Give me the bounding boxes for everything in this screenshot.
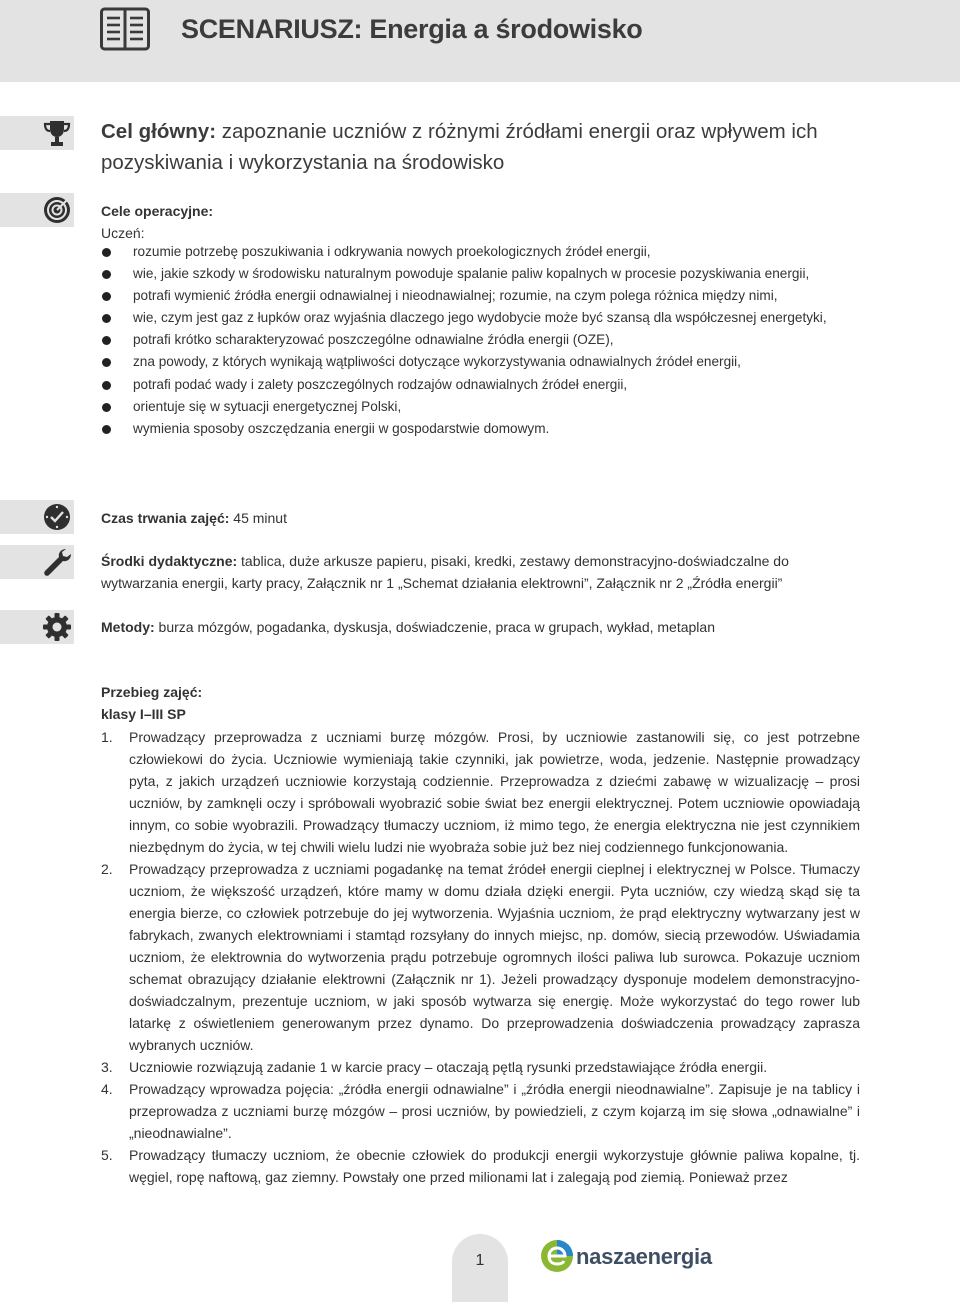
- step-item: [101, 1144, 860, 1188]
- step-text: Uczniowie rozwiązują zadanie 1 w karcie pracy – otaczają pętlą rysunki przedstawiające źródła energii.: [129, 1059, 768, 1075]
- book-icon: [100, 6, 150, 52]
- resources-label: Środki dydaktyczne:: [101, 553, 238, 569]
- page-number-tab: [452, 1234, 508, 1302]
- main-goal: [101, 116, 921, 178]
- duration-label: Czas trwania zajęć:: [101, 510, 230, 526]
- list-item: wie, jakie szkody w środowisku naturalnym powoduje spalanie paliw kopalnych w procesie pozyskiwania energii,: [101, 263, 861, 285]
- step-text: Prowadzący wprowadza pojęcia: „źródła energii odnawialne” i „źródła energii nieodnawialne”. Zapisuje je na tablicy i przeprowadza z uczniami burzę mózgów – prosi uczniów, by powiedzieli, z czym kojarzą im się słowa „odnawialne” i „nieodnawialne”.: [129, 1081, 860, 1141]
- step-item: [101, 726, 860, 858]
- goal-icon-bar: [0, 116, 74, 150]
- list-item: potrafi wymienić źródła energii odnawialnej i nieodnawialnej; rozumie, na czym polega różnica między nimi,: [101, 285, 861, 307]
- list-item: potrafi podać wady i zalety poszczególnych rodzajów odnawialnych źródeł energii,: [101, 374, 861, 396]
- step-number: 5.: [101, 1147, 113, 1163]
- main-goal-text: zapoznanie uczniów z różnymi źródłami energii oraz wpływem ich pozyskiwania i wykorzystania na środowisko: [101, 120, 818, 174]
- step-number: 2.: [101, 861, 113, 877]
- list-item: rozumie potrzebę poszukiwania i odkrywania nowych proekologicznych źródeł energii,: [101, 241, 861, 263]
- course-heading: Przebieg zajęć:: [101, 684, 203, 700]
- methods-value: burza mózgów, pogadanka, dyskusja, doświadczenie, praca w grupach, wykład, metaplan: [154, 619, 715, 635]
- step-text: Prowadzący tłumaczy uczniom, że obecnie człowiek do produkcji energii wykorzystuje głównie paliwa kopalne, tj. węgiel, ropę naftową, gaz ziemny. Powstały one przed milionami lat i zalegają pod ziemią. Ponieważ przez: [129, 1147, 860, 1185]
- duration-field: [101, 507, 287, 529]
- methods-label: Metody:: [101, 619, 155, 635]
- methods-icon-bar: [0, 610, 74, 644]
- step-text: Prowadzący przeprowadza z uczniami burzę mózgów. Prosi, by uczniowie zastanowili się, co jest potrzebne człowiekowi do życia. Uczniowie wymieniają takie czynniki, jak powietrze, woda, jedzenie. Następnie prowadzący pyta, z jakich urządzeń uczniowie korzystają codziennie. Przeprowadza z dziećmi zabawę w wizualizację – prosi uczniów, by zamknęli oczy i spróbowali wyobrazić sobie świat bez energii elektrycznej. Potem uczniowie opowiadają innym, co sobie wyobrazili. Prowadzący tłumaczy uczniom, iż mimo tego, że energia elektryczna nie jest czynnikiem niezbędnym do życia, w tej chwili wielu ludzi nie wyobraża sobie już bez niej codziennego funkcjonowania.: [129, 729, 860, 855]
- step-number: 4.: [101, 1081, 113, 1097]
- list-item: wie, czym jest gaz z łupków oraz wyjaśnia dlaczego jego wydobycie może być szansą dla współczesnej energetyki,: [101, 307, 861, 329]
- main-goal-label: Cel główny:: [101, 120, 217, 143]
- target-icon: [42, 195, 72, 225]
- resources-icon-bar: [0, 545, 74, 579]
- course-steps: [101, 726, 860, 1188]
- duration-value: 45 minut: [229, 510, 287, 526]
- list-item: orientuje się w sytuacji energetycznej Polski,: [101, 396, 861, 418]
- list-item: potrafi krótko scharakteryzować poszczególne odnawialne źródła energii (OZE),: [101, 329, 861, 351]
- wrench-icon: [42, 547, 72, 577]
- list-item: zna powody, z których wynikają wątpliwości dotyczące wykorzystywania odnawialnych źródeł energii,: [101, 351, 861, 373]
- methods-field: [101, 616, 715, 638]
- step-text: Prowadzący przeprowadza z uczniami pogadankę na temat źródeł energii cieplnej i elektrycznej w Polsce. Tłumaczy uczniom, że większość urządzeń, które mamy w domu działa dzięki energii. Pyta uczniów, czy wiedzą skąd się ta energia bierze, co człowiek potrzebuje do jej wytworzenia. Wyjaśnia uczniom, że prąd elektryczny wytwarzany jest w fabrykach, zwanych elektrowniami i stamtąd rozsyłany do innych miejsc, np. domów, siecią przewodów. Uświadamia uczniom, że elektrownia do wytworzenia prądu potrzebuje ogromnych ilości paliwa lub surowca. Pokazuje uczniom schemat obrazujący działanie elektrowni (Załącznik nr 1). Jeżeli prowadzący dysponuje modelem demonstracyjno-doświadczalnym, prezentuje uczniom, w jaki sposób wytwarza się energię. Może wykorzystać do tego rower lub latarkę z oświetleniem generowanym przez dynamo. Do przeprowadzenia doświadczenia prowadzący zaprasza wybranych uczniów.: [129, 861, 860, 1053]
- step-item: [101, 1056, 860, 1078]
- clock-icon: [42, 502, 72, 532]
- header-band: [0, 0, 960, 82]
- resources-field: [101, 550, 861, 594]
- ops-subject: Uczeń:: [101, 225, 145, 241]
- ops-icon-bar: [0, 193, 74, 227]
- duration-icon-bar: [0, 500, 74, 534]
- ops-list: [101, 241, 861, 440]
- step-number: 3.: [101, 1059, 113, 1075]
- gear-icon: [42, 612, 72, 642]
- step-number: 1.: [101, 729, 113, 745]
- page-number: 1: [475, 1252, 485, 1269]
- page-title: SCENARIUSZ: Energia a środowisko: [181, 14, 643, 44]
- step-item: [101, 858, 860, 1056]
- logo-text: naszaenergia: [576, 1244, 712, 1269]
- resources-value: tablica, duże arkusze papieru, pisaki, kredki, zestawy demonstracyjno-doświadczalne do wytwarzania energii, karty pracy, Załącznik nr 1 „Schemat działania elektrowni”, Załącznik nr 2 „Źródła energii”: [101, 553, 789, 591]
- step-item: [101, 1078, 860, 1144]
- course-level: klasy I–III SP: [101, 706, 186, 722]
- list-item: wymienia sposoby oszczędzania energii w gospodarstwie domowym.: [101, 418, 861, 440]
- ops-heading: Cele operacyjne:: [101, 203, 214, 219]
- trophy-icon: [42, 118, 72, 148]
